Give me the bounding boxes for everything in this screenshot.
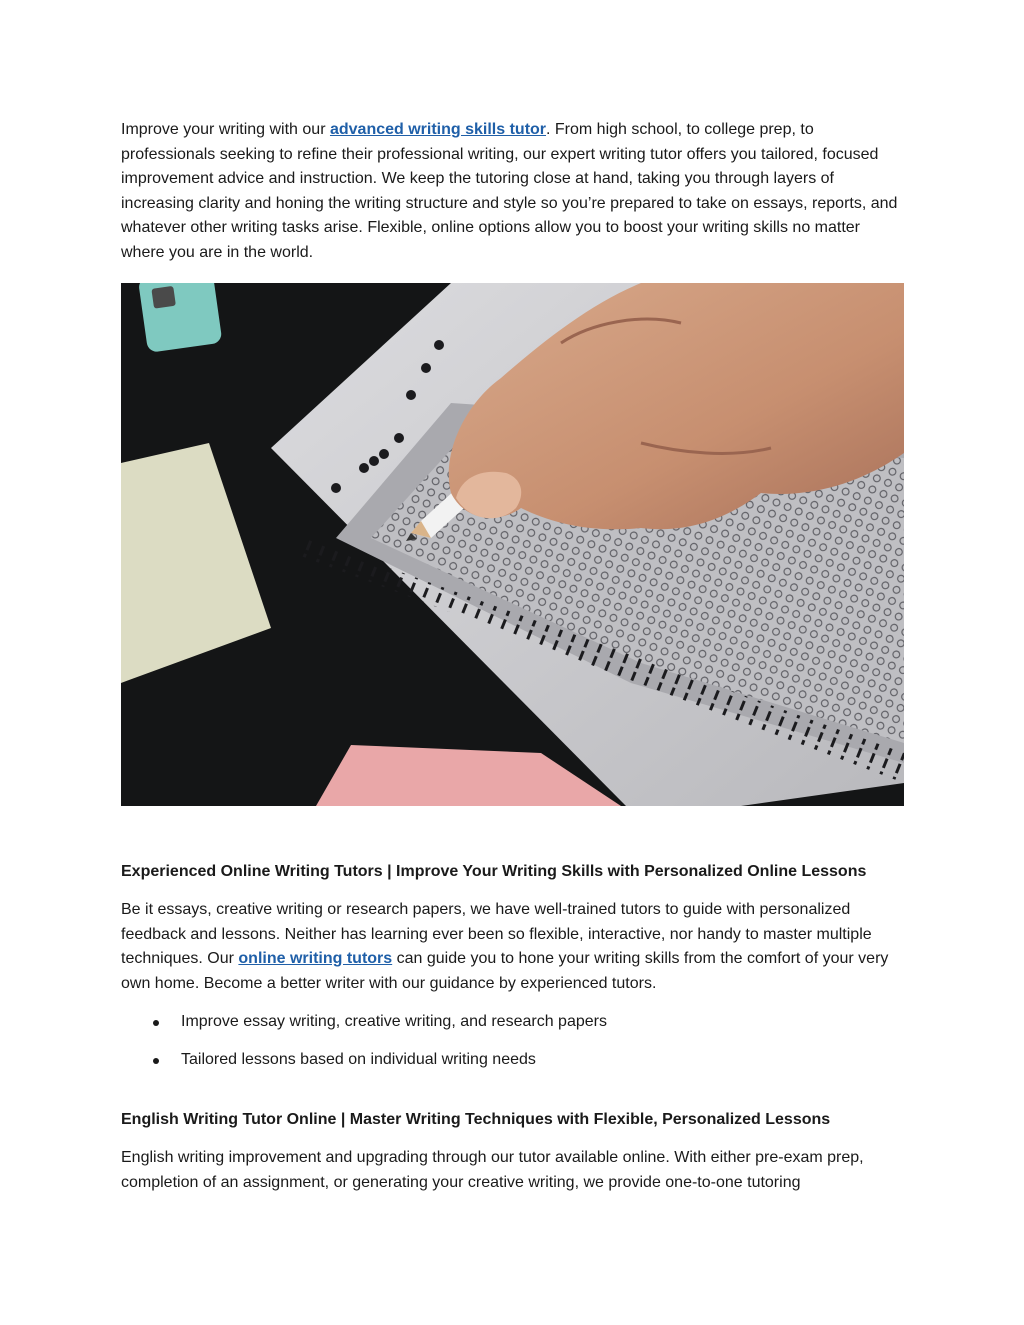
- advanced-writing-skills-tutor-link[interactable]: advanced writing skills tutor: [329, 121, 547, 138]
- section-heading-english-writing-tutor: English Writing Tutor Online | Master Writing Techniques with Flexible, Personalized Lessons: [121, 1111, 831, 1128]
- benefits-list: [121, 1010, 905, 1072]
- list-item-text: Tailored lessons based on individual writing needs: [181, 1051, 536, 1068]
- section-heading-experienced-tutors: Experienced Online Writing Tutors | Improve Your Writing Skills with Personalized Online Lessons: [121, 863, 867, 880]
- list-item: [181, 1010, 905, 1034]
- section1-text-end: can guide you to hone your writing skills from the comfort of your very own home. Become a better writer with our guidance by experienced tutors.: [121, 950, 889, 992]
- intro-paragraph: [121, 118, 905, 265]
- list-item: [181, 1048, 905, 1072]
- list-item-text: Improve essay writing, creative writing, and research papers: [181, 1013, 607, 1030]
- bullet-icon: [153, 1020, 159, 1026]
- section2-paragraph: English writing improvement and upgrading through our tutor available online. With either pre-exam prep, completion of an assignment, or generating your creative writing, we provide one-to-one tutoring: [121, 1149, 864, 1191]
- section1-text-start: Be it essays, creative writing or research papers, we have well-trained tutors to guide with personalized feedback and lessons. Neither has learning ever been so flexible, interactive, nor handy to master multiple techniques. Our: [121, 901, 872, 967]
- writing-test-photo: [121, 283, 904, 806]
- document-page: [121, 118, 905, 1195]
- online-writing-tutors-link[interactable]: online writing tutors: [238, 950, 393, 967]
- intro-text-end: . From high school, to college prep, to professionals seeking to refine their professional writing, our expert writing tutor offers you tailored, focused improvement advice and instruction. We keep the tutoring close at hand, taking you through layers of increasing clarity and honing the writing structure and style so you’re prepared to take on essays, reports, and whatever other writing tasks arise. Flexible, online options allow you to boost your writing skills no matter where you are in the world.: [121, 121, 898, 261]
- bullet-icon: [153, 1058, 159, 1064]
- intro-text-start: Improve your writing with our: [121, 121, 330, 138]
- section1-paragraph: [121, 898, 905, 996]
